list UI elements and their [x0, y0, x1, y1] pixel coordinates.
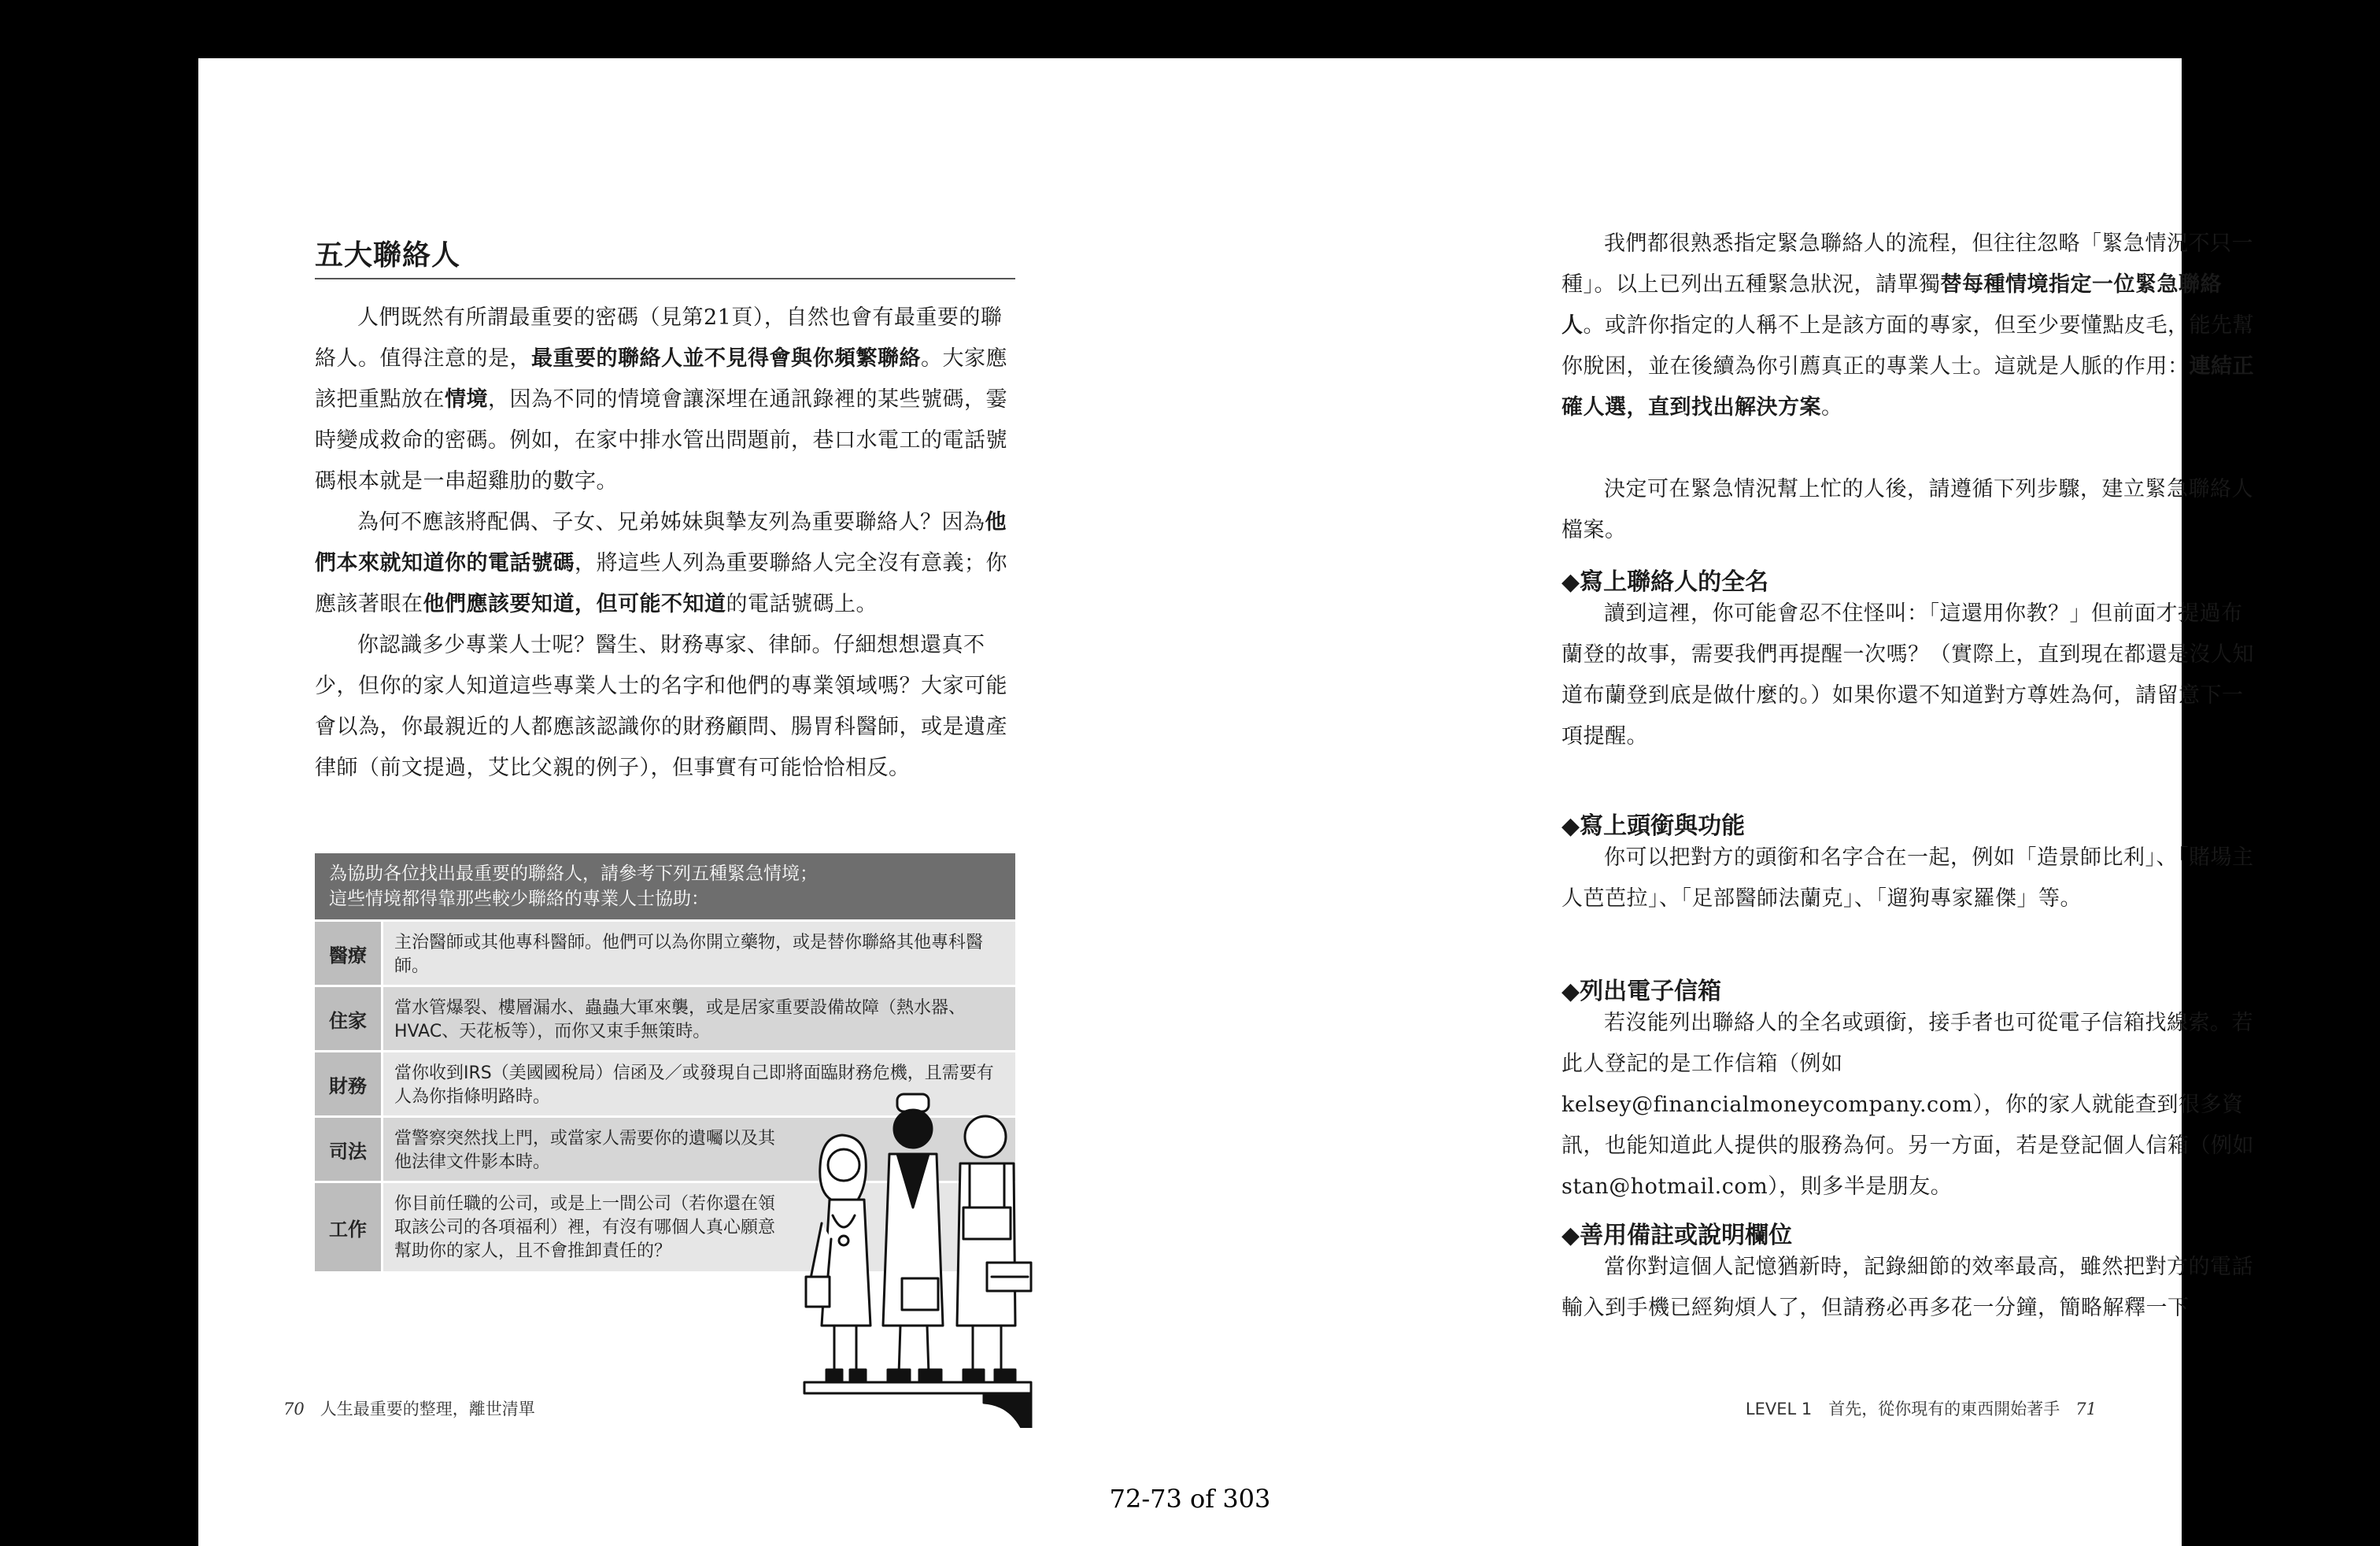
- book-spread: [198, 58, 2254, 1546]
- text-run: 為何不應該將配偶、子女、兄弟姊妹與摯友列為重要聯絡人？因為: [357, 510, 985, 534]
- left-page-footer: [283, 1396, 535, 1420]
- subheading-notes: ◆善用備註或說明欄位: [1561, 1222, 1793, 1249]
- row-category: 財務: [315, 1052, 381, 1115]
- bold-text-run: 他們本來就知道你的電話號碼: [315, 510, 1007, 575]
- table-header-line-2: 這些情境都得靠那些較少聯絡的專業人士協助：: [329, 889, 709, 909]
- left-running-title: 人生最重要的整理，離世清單: [320, 1400, 535, 1418]
- section-title: 五大聯絡人: [315, 233, 1015, 279]
- text-run: 決定可在緊急情況幫上忙的人後，請遵循下列步驟，建立緊急聯絡人檔案。: [1561, 477, 2253, 542]
- text-run: 你可以把對方的頭銜和名字合在一起，例如「造景師比利」、「賭場主人芭芭拉」、「足部醫師法蘭克」、「遛狗專家羅傑」等。: [1561, 845, 2254, 911]
- paragraph-2: [315, 502, 1015, 625]
- text-run: ，因為不同的情境會讓深埋在通訊錄裡的某些號碼，霎時變成救命的密碼。例如，在家中排水管出問題前，巷口水電工的電話號碼根本就是一串超雞肋的數字。: [315, 387, 1007, 494]
- left-page: [198, 58, 1190, 1546]
- paragraph-2: [1561, 469, 2262, 551]
- right-page: [1190, 58, 2254, 1546]
- table-row: [315, 919, 1015, 985]
- paragraph-1: [1561, 224, 2262, 428]
- section-email-body: [1561, 1003, 2262, 1208]
- text-run: 我們都很熟悉指定緊急聯絡人的流程，但往往忽略「緊急情況不只一種」。以上已列出五種緊急狀況，請單獨: [1561, 231, 2253, 297]
- right-page-number: 71: [2075, 1400, 2097, 1418]
- bold-text-run: 情境: [445, 387, 488, 412]
- page-counter: 72-73 of 303: [1109, 1484, 1271, 1514]
- bold-text-run: 連結正確人選，直到找出解決方案: [1561, 354, 2254, 420]
- text-run: 。: [1821, 395, 1843, 420]
- row-description: 當你收到IRS（美國國稅局）信函及／或發現自己即將面臨財務危機，且需要有人為你指條明路時。: [383, 1052, 1015, 1115]
- table-header-line-1: 為協助各位找出最重要的聯絡人，請參考下列五種緊急情境；: [329, 864, 818, 884]
- row-category: 醫療: [315, 922, 381, 985]
- section-full-name-body: [1561, 594, 2262, 757]
- row-description: 當水管爆裂、樓層漏水、蟲蟲大軍來襲，或是居家重要設備故障（熱水器、HVAC、天花板等），而你又束手無策時。: [383, 987, 1015, 1050]
- bold-text-run: 最重要的聯絡人並不見得會與你頻繁聯絡: [531, 346, 921, 371]
- table-header: [315, 853, 1015, 919]
- text-run: 。大家應該把重點放在: [315, 346, 1007, 412]
- subheading-title-function: ◆寫上頭銜與功能: [1561, 812, 1746, 840]
- text-run: 讀到這裡，你可能會忍不住怪叫：「這還用你教？」但前面才提過布蘭登的故事，需要我們再提醒一次嗎？（實際上，直到現在都還是沒人知道布蘭登到底是做什麼的。）如果你還不知道對方尊姓為何，請留意下一項提醒。: [1561, 601, 2254, 749]
- left-page-number: 70: [283, 1400, 305, 1418]
- section-notes-body: [1561, 1247, 2262, 1329]
- text-run: 你認識多少專業人士呢？醫生、財務專家、律師。仔細想想還真不少，但你的家人知道這些專業人士的名字和他們的專業領域嗎？大家可能會以為，你最親近的人都應該認識你的財務顧問、腸胃科醫師，或是遺產律師（前文提過，艾比父親的例子），但事實有可能恰恰相反。: [315, 633, 1007, 780]
- right-page-footer: [1746, 1396, 2097, 1420]
- row-category: 住家: [315, 987, 381, 1050]
- row-category: 司法: [315, 1118, 381, 1181]
- row-category: 工作: [315, 1183, 381, 1271]
- text-run: 。或許你指定的人稱不上是該方面的專家，但至少要懂點皮毛，能先幫你脫困，並在後續為你引薦真正的專業人士。這就是人脈的作用：: [1561, 313, 2254, 379]
- row-description: 當警察突然找上門，或當家人需要你的遺囑以及其他法律文件影本時。: [383, 1118, 1015, 1181]
- bold-text-run: 他們應該要知道，但可能不知道: [423, 592, 726, 616]
- subheading-full-name: ◆寫上聯絡人的全名: [1561, 568, 1769, 596]
- paragraph-3: [315, 625, 1015, 789]
- right-running-title: LEVEL 1 首先，從你現有的東西開始著手: [1745, 1400, 2060, 1418]
- row-description: 主治醫師或其他專科醫師。他們可以為你開立藥物，或是替你聯絡其他專科醫師。: [383, 922, 1015, 985]
- subheading-email: ◆列出電子信箱: [1561, 978, 1722, 1005]
- table-row: [315, 985, 1015, 1050]
- section-title-function-body: [1561, 838, 2262, 919]
- row-description: 你目前任職的公司，或是上一間公司（若你還在領取該公司的各項福利）裡，有沒有哪個人真心願意幫助你的家人，且不會推卸責任的？: [383, 1183, 1015, 1271]
- text-run: 人們既然有所謂最重要的密碼（見第21頁），自然也會有最重要的聯絡人。值得注意的是，: [315, 305, 1003, 371]
- text-run: 若沒能列出聯絡人的全名或頭銜，接手者也可從電子信箱找線索。若此人登記的是工作信箱（例如kelsey@financialmoneycompany.com），你的家人就能查到很多資訊，也能知道此人提供的服務為何。另一方面，若是登記個人信箱（例如stan@hotmail.com），則多半是朋友。: [1561, 1011, 2254, 1199]
- text-run: 的電話號碼上。: [726, 592, 878, 616]
- text-run: ，將這些人列為重要聯絡人完全沒有意義；你應該著眼在: [315, 551, 1007, 616]
- paragraph-1: [315, 298, 1015, 502]
- text-run: 當你對這個人記憶猶新時，記錄細節的效率最高，雖然把對方的電話輸入到手機已經夠煩人了，但請務必再多花一分鐘，簡略解釋一下: [1561, 1255, 2253, 1320]
- professionals-illustration: [803, 1089, 1036, 1428]
- bold-text-run: 替每種情境指定一位緊急聯絡人: [1561, 272, 2222, 338]
